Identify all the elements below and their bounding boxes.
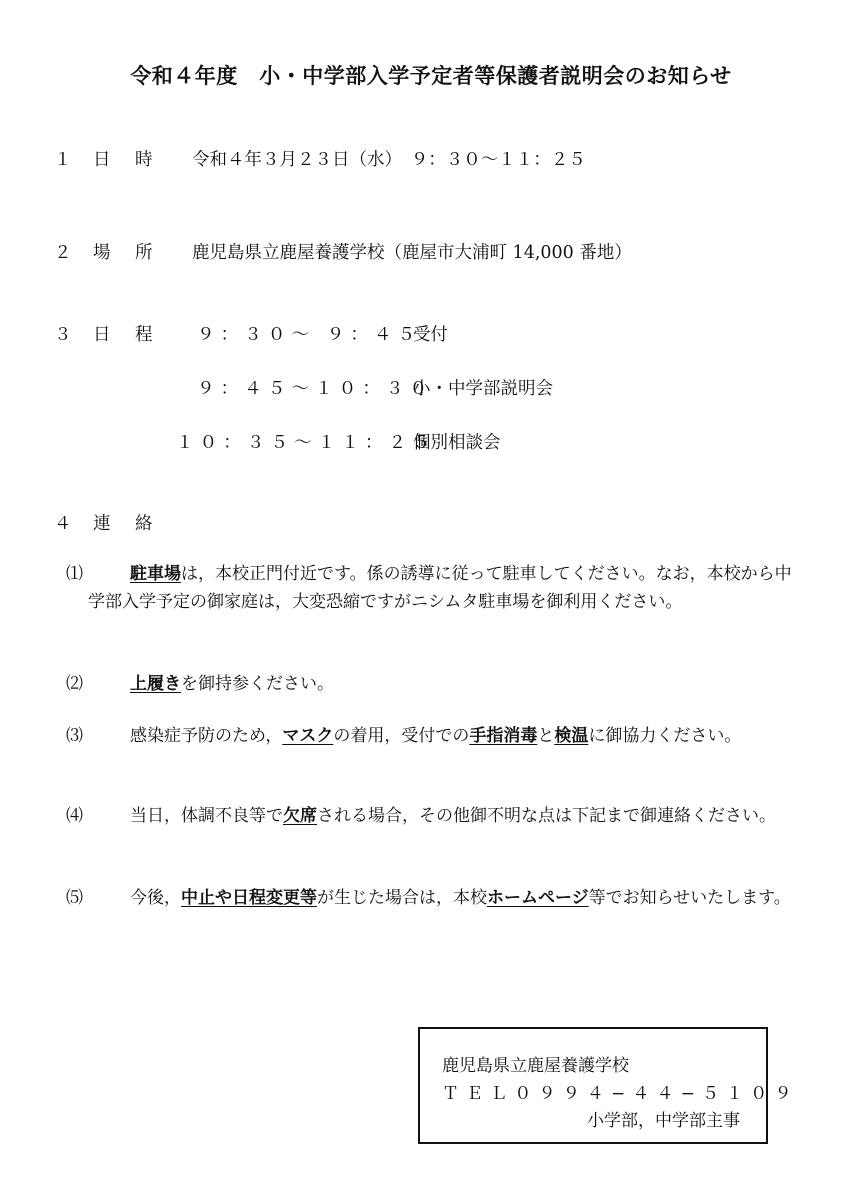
note-item bbox=[66, 670, 778, 698]
note-item bbox=[66, 560, 792, 616]
note-text-part: 感染症予防のため， bbox=[130, 726, 283, 746]
schedule-event-1: 受付 bbox=[413, 325, 448, 345]
section-3-number: ３ bbox=[54, 325, 72, 345]
note-marker: ⑴ bbox=[66, 564, 83, 584]
note-text-part: が生じた場合は，本校 bbox=[317, 888, 487, 908]
note-marker: ⑶ bbox=[66, 726, 83, 746]
note-text-part: の着用，受付での bbox=[333, 726, 470, 746]
note-text bbox=[66, 670, 800, 698]
schedule-time-3: １０：３５〜１１：２５ bbox=[176, 433, 436, 453]
note-emphasis: 駐車場 bbox=[130, 564, 181, 584]
section-1-label: 日 時 bbox=[93, 150, 156, 170]
section-1-number: １ bbox=[54, 150, 72, 170]
section-2-number: ２ bbox=[54, 243, 72, 263]
note-emphasis: 検温 bbox=[554, 726, 589, 746]
note-marker: ⑷ bbox=[66, 806, 83, 826]
note-text-part: 等でお知らせいたします。 bbox=[588, 888, 791, 908]
contact-tel: ＴＥＬ０９９４−４４−５１０９ bbox=[442, 1084, 799, 1104]
note-item bbox=[66, 884, 791, 912]
note-text bbox=[66, 802, 800, 830]
section-2-label: 場 所 bbox=[93, 243, 156, 263]
note-text bbox=[66, 884, 800, 912]
note-text-part: に御協力ください。 bbox=[588, 726, 742, 746]
note-text-part: を御持参ください。 bbox=[181, 674, 334, 694]
note-text-part: 当日，体調不良等で bbox=[130, 806, 283, 826]
note-item bbox=[66, 722, 778, 750]
contact-school: 鹿児島県立鹿屋養護学校 bbox=[442, 1056, 629, 1076]
note-text bbox=[66, 722, 800, 750]
schedule-event-3: 個別相談会 bbox=[413, 433, 501, 453]
datetime-value: 令和４年３月２３日（水） ９：３０〜１１：２５ bbox=[192, 150, 586, 170]
place-value: 鹿児島県立鹿屋養護学校（鹿屋市大浦町 14,000 番地） bbox=[192, 243, 632, 263]
schedule-time-1: ９：３０〜 ９：４５ bbox=[197, 325, 422, 345]
note-emphasis: マスク bbox=[282, 726, 334, 746]
section-4-number: ４ bbox=[54, 514, 72, 534]
page-title: 令和４年度 小・中学部入学予定者等保護者説明会のお知らせ bbox=[130, 64, 732, 88]
note-text bbox=[66, 560, 800, 616]
section-4-label: 連 絡 bbox=[93, 514, 156, 534]
note-emphasis: 上履き bbox=[130, 674, 181, 694]
note-text-part: と bbox=[537, 726, 555, 746]
contact-box bbox=[418, 1027, 799, 1144]
schedule-time-2: ９：４５〜１０：３０ bbox=[197, 379, 434, 399]
note-text-part: される場合，その他御不明な点は下記まで御連絡ください。 bbox=[317, 806, 776, 826]
note-emphasis: 欠席 bbox=[283, 806, 317, 826]
note-emphasis: 手指消毒 bbox=[469, 726, 538, 746]
contact-dept: 小学部，中学部主事 bbox=[587, 1111, 740, 1131]
note-marker: ⑸ bbox=[66, 888, 83, 908]
note-emphasis: 中止や日程変更等 bbox=[181, 888, 317, 908]
note-marker: ⑵ bbox=[66, 674, 83, 694]
schedule-event-2: 小・中学部説明会 bbox=[413, 379, 553, 399]
note-emphasis: ホームページ bbox=[487, 888, 589, 908]
note-text-part: は，本校正門付近です。係の誘導に従って駐車してください。なお，本校から中学部入学予定の御家庭は，大変恐縮ですがニシムタ駐車場を御利用ください。 bbox=[88, 564, 792, 612]
note-item bbox=[66, 802, 778, 830]
note-text-part: 今後， bbox=[130, 888, 181, 908]
section-3-label: 日 程 bbox=[93, 325, 156, 345]
